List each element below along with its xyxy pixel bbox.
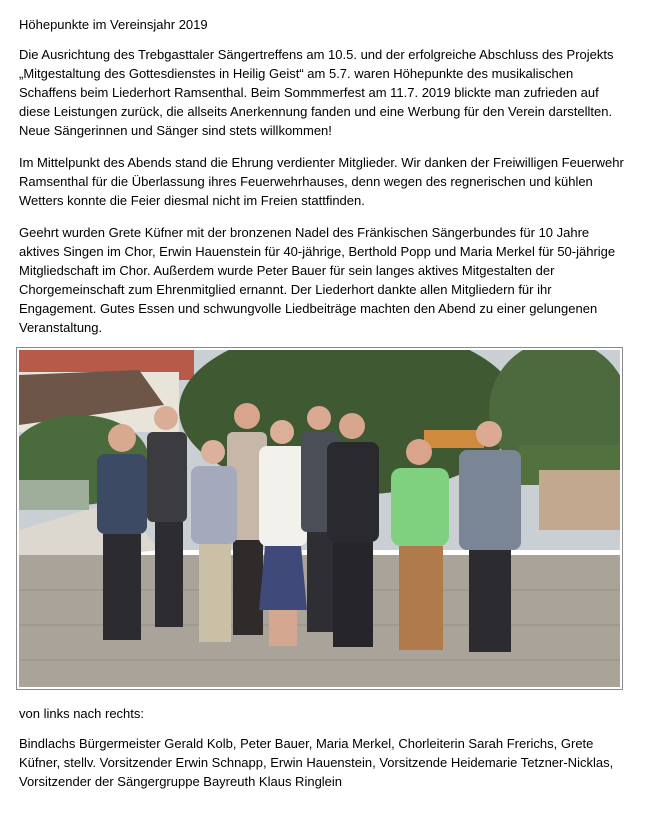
person-1 xyxy=(97,424,147,640)
document-title: Höhepunkte im Vereinsjahr 2019 xyxy=(19,17,208,32)
paragraph-honors: Geehrt wurden Grete Küfner mit der bronzenen Nadel des Fränkischen Sängerbundes für 10 Jahre aktives Singen im Chor, Erwin Hauenstein für 40-jährige, Berthold Popp und Maria Merkel für 50-jährige Mitgliedschaft im Chor. Außerdem wurde Peter Bauer für sein langes aktives Mitgestalten der Chorgemeinschaft zum Ehrenmitglied ernannt. Der Liederhort dankte allen Mitgliedern für ihr Engagement. Gutes Essen und schwungvolle Liedbeiträge machten den Abend zu einer gelungenen Veranstaltung. xyxy=(19,225,616,335)
playground-sign xyxy=(424,430,484,448)
person-7 xyxy=(327,413,379,647)
group-photo-illustration xyxy=(19,350,620,687)
paragraph-evening: Im Mittelpunkt des Abends stand die Ehrung verdienter Mitglieder. Wir danken der Freiwilligen Feuerwehr Ramsenthal für die Überlassung ihres Feuerwehrhauses, denn wegen des regnerischen und kühlen Wetters konnte die Feier diesmal nicht im Freien stattfinden. xyxy=(19,155,624,208)
photo-caption: Bindlachs Bürgermeister Gerald Kolb, Peter Bauer, Maria Merkel, Chorleiterin Sarah Frerichs, Grete Küfner, stellv. Vorsitzender Erwin Schnapp, Erwin Hauenstein, Vorsitzende Heidemarie Tetzner-Nicklas, Vorsitzender der Sängergruppe Bayreuth Klaus Ringlein xyxy=(19,736,614,789)
paragraph-intro: Die Ausrichtung des Trebgasttaler Sängertreffens am 10.5. und der erfolgreiche Abschluss des Projekts „Mitgestaltung des Gottesdienstes in Heilig Geist“ am 5.7. waren Höhepunkte des musikalischen Schaffens beim Liederhort Ramsenthal. Beim Sommmerfest am 11.7. 2019 blickte man zufrieden auf diese Leistungen zurück, die allseits Anerkennung fanden und eine Werbung für den Verein darstellten. Neue Sängerinnen und Sänger sind stets willkommen! xyxy=(19,47,614,138)
person-8 xyxy=(391,439,449,650)
sand-area xyxy=(539,470,620,530)
caption-heading: von links nach rechts: xyxy=(19,706,145,721)
group-photo xyxy=(16,347,623,690)
low-building xyxy=(19,480,89,510)
